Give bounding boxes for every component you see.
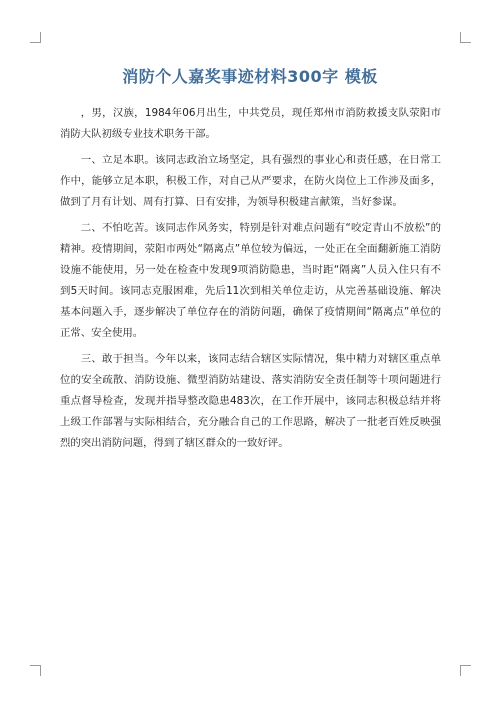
corner-mark-top-right	[460, 32, 471, 43]
corner-mark-top-left	[30, 32, 41, 43]
paragraph-intro: ，男，汉族，1984年06月出生，中共党员，现任郑州市消防救援支队荥阳市消防大队初级专业技术职务干部。	[60, 107, 441, 140]
paragraph-section-1: 一、立足本职。该同志政治立场坚定，具有强烈的事业心和责任感，在日常工作中，能够立足本职，积极工作，对自己从严要求，在防火岗位上工作涉及面多，做到了月有计划、周有打算、日有安排，为领导积极建言献策，当好参谋。	[60, 154, 441, 208]
document-body	[60, 103, 441, 459]
paragraph-section-2: 二、不怕吃苦。该同志作风务实，特别是针对难点问题有“咬定青山不放松”的精神。疫情期间，荥阳市两处“隔离点”单位较为偏远，一处正在全面翻新施工消防设施不能使用，另一处在检查中发现9项消防隐患，当时距“隔离”人员入住只有不到5天时间。该同志克服困难，先后11次到相关单位走访，从完善基础设施、解决基本问题入手，逐步解决了单位存在的消防问题，确保了疫情期间“隔离点”单位的正常、安全使用。	[60, 222, 441, 339]
paragraph-section-3: 三、敢于担当。今年以来，该同志结合辖区实际情况，集中精力对辖区重点单位的安全疏散、消防设施、微型消防站建设、落实消防安全责任制等十项问题进行重点督导检查，发现并指导整改隐患483次，在工作开展中，该同志积极总结并将上级工作部署与实际相结合，充分融合自己的工作思路，解决了一批老百姓反映强烈的突出消防问题，得到了辖区群众的一致好评。	[60, 353, 441, 449]
corner-mark-bottom-left	[30, 665, 41, 676]
document-title: 消防个人嘉奖事迹材料300字 模板	[122, 67, 378, 86]
corner-mark-bottom-right	[460, 665, 471, 676]
